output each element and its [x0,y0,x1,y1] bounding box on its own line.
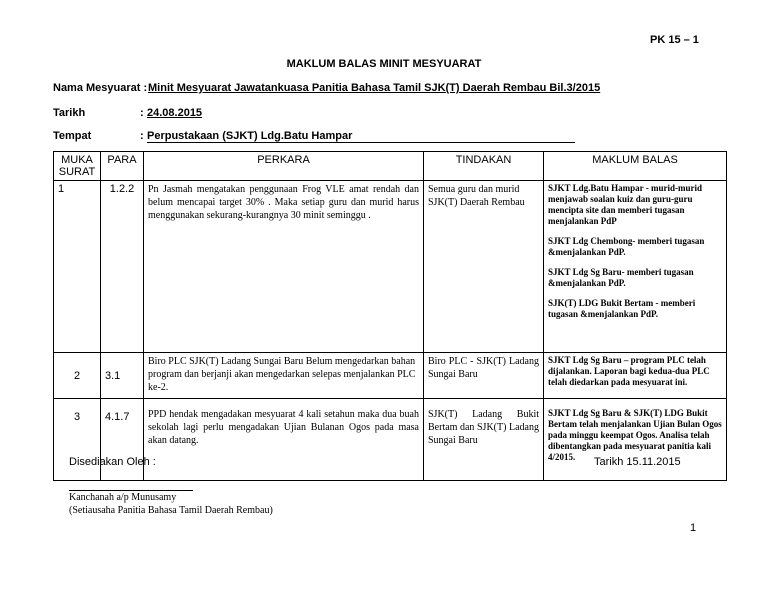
feedback-item: SJK(T) LDG Bukit Bertam - memberi tugasan &menjalankan PdP. [548,298,696,319]
footer-date: Tarikh 15.11.2015 [594,456,681,468]
row1-maklum-balas [544,181,727,353]
meeting-name-label: Nama Mesyuarat : [53,82,148,94]
signature-line [69,490,193,491]
header-perkara: PERKARA [144,152,424,181]
meeting-name-value: Minit Mesyuarat Jawatankuasa Panitia Bahasa Tamil SJK(T) Daerah Rembau Bil.3/2015 [148,82,601,94]
table-row [54,353,727,399]
prepared-by-label: Disediakan Oleh : [69,456,156,468]
table-row [54,399,727,481]
header-maklum-balas: MAKLUM BALAS [544,152,727,181]
row2-perkara: Biro PLC SJK(T) Ladang Sungai Baru Belum mengedarkan bahan program dan berjanji akan mengedarkan selepas menjalankan PLC ke-2. [144,353,424,399]
table-header-row [54,152,727,181]
row1-perkara: Pn Jasmah mengatakan penggunaan Frog VLE amat rendah dan belum mencapai target 30% . Maka setiap guru dan murid harus menggunakan sekurang-kurangnya 30 minit seminggu . [144,181,424,353]
feedback-item: SJKT Ldg.Batu Hampar - murid-murid menjawab soalan kuiz dan guru-guru mencipta site dan memberi tugasan menjalankan PdP [548,183,702,226]
date-colon: : [140,107,144,119]
feedback-item: SJKT Ldg Sg Baru & SJK(T) LDG Bukit Bertam telah menjalankan Ujian Bulan Ogos pada minggu keempat Ogos. Analisa telah dibentangkan pada mesyuarat panitia kali 4/2015. [548,408,722,462]
feedback-item: SJKT Ldg Sg Baru – program PLC telah dijalankan. Laporan bagi kedua-dua PLC telah diedarkan pada mesyuarat ini. [548,355,710,387]
row3-perkara: PPD hendak mengadakan mesyuarat 4 kali setahun maka dua buah sekolah lagi perlu mengadakan Ujian Bulanan Ogos pada masa akan datang. [144,399,424,481]
document-title: MAKLUM BALAS MINIT MESYUARAT [286,58,482,70]
page-number: 1 [690,522,697,534]
date-value: 24.08.2015 [147,107,203,119]
row1-tindakan: Semua guru dan murid SJK(T) Daerah Rembau [424,181,544,353]
row1-muka: 1 [54,181,101,353]
minutes-table [53,151,727,481]
date-label: Tarikh [53,107,86,119]
place-colon: : [140,130,144,142]
place-value: Perpustakaan (SJKT) Ldg.Batu Hampar [147,130,575,143]
table-row [54,181,727,353]
row3-maklum-balas [544,399,727,481]
place-label: Tempat [53,130,92,142]
document-code: PK 15 – 1 [650,34,699,46]
row1-para: 1.2.2 [101,181,144,353]
row3-muka: 3 [54,399,101,481]
row2-tindakan: Biro PLC - SJK(T) Ladang Sungai Baru [424,353,544,399]
row2-maklum-balas [544,353,727,399]
row3-tindakan: SJK(T) Ladang Bukit Bertam dan SJK(T) Ladang Sungai Baru [424,399,544,481]
row3-para: 4.1.7 [101,399,144,481]
row2-para: 3.1 [101,353,144,399]
header-tindakan: TINDAKAN [424,152,544,181]
feedback-item: SJKT Ldg Sg Baru- memberi tugasan &menjalankan PdP. [548,267,694,288]
header-muka-surat: MUKA SURAT [54,152,101,181]
row2-muka: 2 [54,353,101,399]
signatory-role: (Setiausaha Panitia Bahasa Tamil Daerah Rembau) [69,505,273,516]
header-para: PARA [101,152,144,181]
signatory-name: Kanchanah a/p Munusamy [69,492,177,503]
feedback-item: SJKT Ldg Chembong- memberi tugasan &menjalankan PdP. [548,236,705,257]
